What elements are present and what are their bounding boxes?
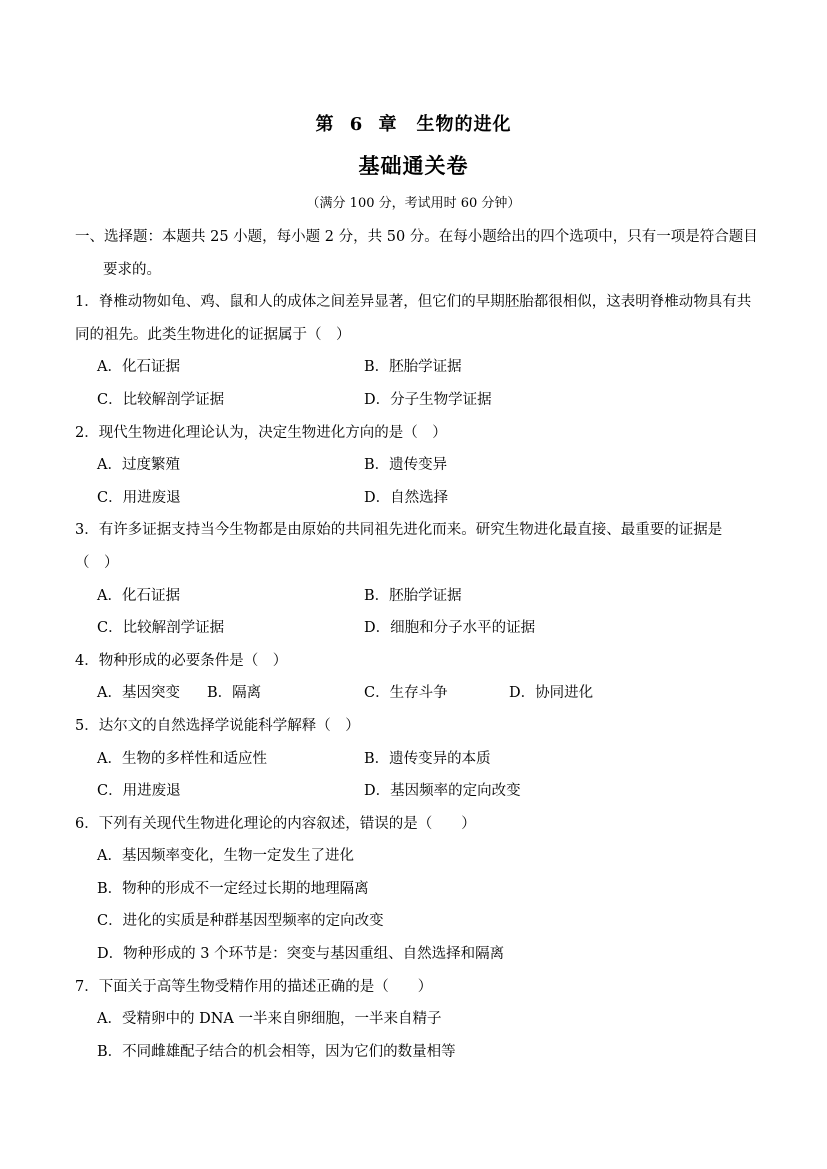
question-1-option-b[interactable]: B．胚胎学证据 — [364, 359, 462, 376]
question-4-options-row — [75, 681, 765, 714]
question-5-stem: 5．达尔文的自然选择学说能科学解释（ ） — [75, 717, 360, 734]
question-2-option-d[interactable]: D．自然选择 — [364, 489, 449, 506]
question-7-stem: 7．下面关于高等生物受精作用的描述正确的是（ ） — [75, 978, 433, 995]
question-6-option-c[interactable]: C．进化的实质是种群基因型频率的定向改变 — [97, 913, 384, 930]
question-1-options-row — [75, 355, 765, 388]
question-6-option-a[interactable]: A．基因频率变化，生物一定发生了进化 — [97, 848, 354, 865]
question-5-option-a[interactable]: A．生物的多样性和适应性 — [97, 750, 267, 767]
question-7-option-b[interactable]: B．不同雌雄配子结合的机会相等，因为它们的数量相等 — [97, 1043, 456, 1060]
question-3-stem: 3．有许多证据支持当今生物都是由原始的共同祖先进化而来。研究生物进化最直接、最重要的证据是 — [75, 522, 723, 539]
section-instruction: 一、选择题：本题共 25 小题，每小题 2 分，共 50 分。在每小题给出的四个选项中，只有一项是符合题目 — [75, 229, 758, 245]
question-3-option-b[interactable]: B．胚胎学证据 — [364, 587, 462, 604]
question-1-option-c[interactable]: C．比较解剖学证据 — [97, 391, 225, 408]
exam-subtitle: 基础通关卷 — [358, 153, 469, 178]
question-3-options-row — [75, 616, 765, 649]
question-4-option-d[interactable]: D．协同进化 — [509, 685, 594, 702]
question-4-option-a[interactable]: A．基因突变 — [97, 685, 180, 702]
question-2-options-row — [75, 486, 765, 519]
question-5-options-row — [75, 779, 765, 812]
question-5-option-d[interactable]: D．基因频率的定向改变 — [364, 783, 521, 800]
question-7-option-a[interactable]: A．受精卵中的 DNA 一半来自卵细胞，一半来自精子 — [97, 1011, 442, 1028]
question-2-options-row — [75, 453, 765, 486]
question-1-stem-cont: 同的祖先。此类生物进化的证据属于（ ） — [75, 326, 351, 343]
question-1-options-row — [75, 388, 765, 421]
question-6-option-d[interactable]: D．物种形成的 3 个环节是：突变与基因重组、自然选择和隔离 — [97, 946, 505, 963]
question-5-option-c[interactable]: C．用进废退 — [97, 783, 181, 800]
section-instruction-cont: 要求的。 — [103, 261, 161, 278]
question-2-option-a[interactable]: A．过度繁殖 — [97, 457, 180, 474]
question-3-option-d[interactable]: D．细胞和分子水平的证据 — [364, 620, 536, 637]
question-3-stem-cont: （ ） — [75, 554, 119, 571]
question-2-option-c[interactable]: C．用进废退 — [97, 489, 181, 506]
exam-note: （满分 100 分，考试用时 60 分钟） — [306, 196, 521, 211]
question-3-options-row — [75, 584, 765, 617]
question-6-option-b[interactable]: B．物种的形成不一定经过长期的地理隔离 — [97, 880, 369, 897]
question-1-stem: 1．脊椎动物如龟、鸡、鼠和人的成体之间差异显著，但它们的早期胚胎都很相似，这表明脊椎动物具有共 — [75, 294, 752, 311]
question-5-options-row — [75, 747, 765, 780]
question-3-option-a[interactable]: A．化石证据 — [97, 587, 180, 604]
question-2-stem: 2．现代生物进化理论认为，决定生物进化方向的是（ ） — [75, 424, 447, 441]
question-3-option-c[interactable]: C．比较解剖学证据 — [97, 620, 225, 637]
exam-content — [75, 225, 765, 1072]
question-1-option-d[interactable]: D．分子生物学证据 — [364, 391, 492, 408]
question-4-option-c[interactable]: C．生存斗争 — [364, 685, 448, 702]
question-4-option-b[interactable]: B．隔离 — [207, 685, 262, 702]
question-1-option-a[interactable]: A．化石证据 — [97, 359, 180, 376]
question-4-stem: 4．物种形成的必要条件是（ ） — [75, 652, 288, 669]
chapter-title: 第 6 章 生物的进化 — [315, 114, 512, 135]
question-6-stem: 6．下列有关现代生物进化理论的内容叙述，错误的是（ ） — [75, 815, 476, 832]
question-5-option-b[interactable]: B．遗传变异的本质 — [364, 750, 491, 767]
question-2-option-b[interactable]: B．遗传变异 — [364, 457, 448, 474]
